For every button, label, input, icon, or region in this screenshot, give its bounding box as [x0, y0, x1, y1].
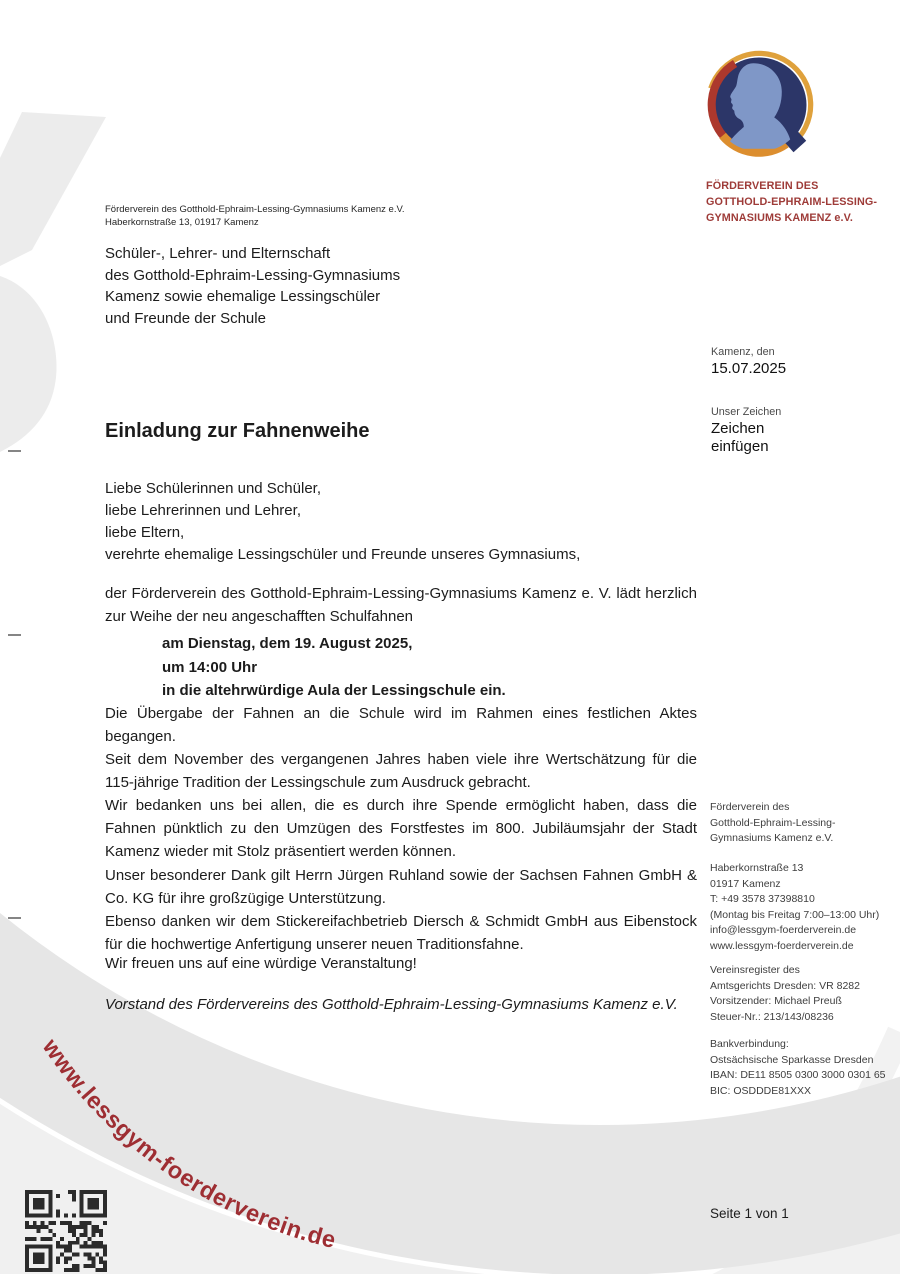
club-logo [702, 48, 816, 162]
salutation-block [105, 478, 697, 566]
sidebar-org [710, 800, 896, 847]
paragraph-intro: der Förderverein des Gotthold-Ephraim-Lessing-Gymnasiums Kamenz e. V. lädt herzlich zur Weihe der neu angeschafften Schulfahnen [105, 585, 697, 625]
fold-mark [8, 450, 21, 452]
qr-code [25, 1190, 107, 1272]
paragraph-sponsors-part: Unser besonderer Dank gilt Herrn Jürgen Ruhland sowie der Sachsen Fahnen GmbH & Co. KG für ihre großzügige Unterstützung. [105, 867, 697, 907]
recipient-block [105, 243, 445, 329]
watermark-url: www.lessgym-foerderverein.de [37, 1034, 339, 1254]
recipient-line: und Freunde der Schule [105, 309, 266, 327]
reference-label: Unser Zeichen [711, 406, 782, 418]
logo-org-line: GYMNASIUMS KAMENZ e.V. [706, 212, 853, 224]
sidebar-contact [710, 861, 896, 954]
reference-value-line: einfügen [711, 438, 769, 455]
paragraph-thanks-part: Wir bedanken uns bei allen, die es durch ihre Spende ermöglicht haben, dass die Fahnen pünktlich zu den Umzügen des Forstfestes im 800. Jubiläumsjahr der Stadt Kamenz wieder mit Stolz präsentiert werden können. [105, 797, 697, 860]
invitation-date: am Dienstag, dem 19. August 2025, [162, 635, 413, 652]
page-indicator: Seite 1 von 1 [710, 1206, 789, 1221]
recipient-line: des Gotthold-Ephraim-Lessing-Gymnasiums [105, 266, 401, 284]
sidebar-bank [710, 1037, 896, 1099]
sidebar-email: info@lessgym-foerderverein.de [710, 924, 857, 936]
signature-line: Vorstand des Fördervereins des Gotthold-Ephraim-Lessing-Gymnasiums Kamenz e.V. [105, 996, 678, 1013]
sidebar-bic: BIC: OSDDDE81XXX [710, 1084, 811, 1097]
sidebar-org-line: Gotthold-Ephraim-Lessing- [710, 816, 836, 829]
invitation-location: in die altehrwürdige Aula der Lessingschule ein. [162, 682, 506, 699]
logo-org-line: GOTTHOLD-EPHRAIM-LESSING- [706, 196, 878, 208]
sidebar-street: Haberkornstraße 13 [710, 862, 804, 874]
sidebar-tax-number: Steuer-Nr.: 213/143/08236 [710, 1010, 834, 1023]
sidebar-org-line: Förderverein des [710, 801, 790, 813]
paragraph-sponsors-part: Ebenso danken wir dem Stickereifachbetrieb Diersch & Schmidt GmbH aus Eibenstock für die hochwertige Anfertigung unserer neuen Traditionsfahne. [105, 913, 697, 953]
fold-mark [8, 634, 21, 636]
salutation-line: verehrte ehemalige Lessingschüler und Freunde unseres Gymnasiums, [105, 546, 581, 563]
sidebar-hours: (Montag bis Freitag 7:00–13:00 Uhr) [710, 908, 880, 921]
return-address-line: Förderverein des Gotthold-Ephraim-Lessing-Gymnasiums Kamenz e.V. [105, 204, 405, 215]
sidebar-register-line: Vereinsregister des [710, 964, 800, 976]
sidebar-register-line: Amtsgerichts Dresden: VR 8282 [710, 979, 860, 992]
invitation-time: um 14:00 Uhr [162, 658, 258, 676]
paragraph-ceremony: Die Übergabe der Fahnen an die Schule wird im Rahmen eines festlichen Aktes begangen. [105, 705, 697, 745]
sidebar-website: www.lessgym-foerderverein.de [710, 939, 854, 952]
sidebar-iban: IBAN: DE11 8505 0300 3000 0301 65 [710, 1069, 886, 1081]
salutation-line: liebe Lehrerinnen und Lehrer, [105, 502, 301, 519]
paragraph-thanks-part: Seit dem November des vergangenen Jahres haben viele ihre Wertschätzung für die 115-jährige Tradition der Lessingschule zum Ausdruck gebracht. [105, 751, 697, 791]
salutation-line: Liebe Schülerinnen und Schüler, [105, 480, 321, 497]
fold-mark [8, 917, 21, 919]
logo-org-line: FÖRDERVEREIN DES [706, 180, 819, 192]
paragraph-sponsors [105, 864, 697, 956]
sidebar-chairman: Vorsitzender: Michael Preuß [710, 995, 842, 1007]
sidebar-city: 01917 Kamenz [710, 877, 781, 890]
sidebar-bank-name: Ostsächsische Sparkasse Dresden [710, 1053, 874, 1066]
salutation-line: liebe Eltern, [105, 524, 185, 541]
return-address [105, 203, 435, 229]
subject-heading: Einladung zur Fahnenweihe [105, 420, 370, 442]
logo-wordmark [706, 178, 891, 226]
invitation-details [162, 632, 682, 703]
date-value: 15.07.2025 [711, 360, 787, 377]
recipient-line: Kamenz sowie ehemalige Lessingschüler [105, 288, 381, 305]
recipient-line: Schüler-, Lehrer- und Elternschaft [105, 245, 331, 262]
sidebar-phone: T: +49 3578 37398810 [710, 893, 815, 905]
reference-value-line: Zeichen [711, 420, 765, 437]
return-address-line: Haberkornstraße 13, 01917 Kamenz [105, 217, 259, 228]
sidebar-org-line: Gymnasiums Kamenz e.V. [710, 832, 834, 844]
paragraph-closing: Wir freuen uns auf eine würdige Veranstaltung! [105, 955, 417, 972]
paragraph-thanks [105, 748, 697, 863]
sidebar-register [710, 963, 896, 1025]
date-label: Kamenz, den [711, 346, 775, 358]
sidebar-bank-label: Bankverbindung: [710, 1038, 789, 1050]
reference-value [711, 420, 891, 456]
